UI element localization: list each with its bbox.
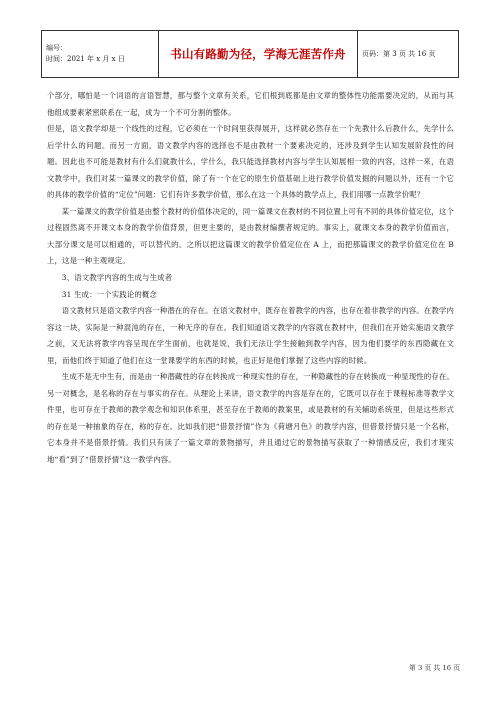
paragraph: 语文教材只是语文教学内容一种潜在的存在。在语文教材中，既存在着教学的内容，也存在着非教学的内容。在教学内容这一块，实际是一种混沌的存在，一种无序的存在。我们知道语文教学的内容就在教材中，但我们在开始实施语文教学之前，又无法将教学内容呈现在学生面前，也就是说，我们无法让学生接触到教学内容，因为他们要学的东西隐藏在文里，而他们终于知道了他们在这一堂课要学的东西的时候，也正好是他们掌握了这些内容的时候。 bbox=[47, 306, 454, 365]
document-id-label: 编号： bbox=[46, 44, 67, 52]
document-body bbox=[47, 88, 454, 469]
header-page-number: 页码：第 3 页 共 16 页 bbox=[358, 31, 459, 78]
document-time-label: 时间：2021 年 x 月 x 日 bbox=[46, 55, 125, 63]
paragraph: 某一篇课文的教学价值是由整个教材的价值体决定的，同一篇课文在教材的不同位置上可有不同的具体价值定位，这个过程固然离不开课文本身的教学价值背景，但更主要的，是由教材编撰者规定的。事实上，就课文本身的教学价值而言，大部分课文是可以相通的，可以替代的。之所以把这篇课文的教学价值定位在 A 上，而把那篇课文的教学价值定位在 B 上，这是一种主观规定。 bbox=[47, 206, 454, 266]
header-meta bbox=[42, 31, 159, 78]
page-footer: 第 3 页 共 16 页 bbox=[409, 664, 460, 672]
document-header bbox=[41, 30, 459, 78]
paragraph: 生成不是无中生有，而是由一种潜藏性的存在转换成一种现实性的存在，一种隐藏性的存在转换成一种显现性的存在。另一对概念，是名称的存在与事实的存在。从理论上来讲，语文教学的内容是存在的，它既可以存在于课程标准等教学文件里，也可存在于教师的教学观念和知识体系里，甚至存在于教师的教案里，或是教材的有关辅助系统里，但是这些形式的存在是一种抽象的存在，称的存在。比如我们把“借景抒情”作为《荷塘月色》的教学内容，但借景抒情只是一个名称，它本身并不是借景抒情。我们只有读了一篇文章的景物描写，并且通过它的景物描写获取了一种情感反应，我们才现实地“看”到了“借景抒情”这一教学内容。 bbox=[47, 372, 454, 465]
paragraph: 个部分，哪怕是一个词语的言语智慧，都与整个文章有关系，它们根到底都是由文章的整体性功能需要决定的，从而与其他组成要素紧密联系在一起，成为一个不可分割的整体。 bbox=[47, 91, 454, 117]
paragraph: 但是，语文教学却是一个线性的过程，它必须在一个时间里获得展开，这样就必然存在一个先教什么后教什么，先学什么后学什么的问题。而另一方面，语文教学内容的选择也不是由教材一个要素决定的，还涉及到学生认知发展阶段性的问题。因此也不可能是教材有什么们就教什么，学什么，我只能选择教材内容与学生认知展相一致的内容，这样一来，在语文教学中，我们对某一篇课文的教学价值，除了有一个在它的原生价值基础上进行教学价值发掘的问题以外，还有一个它的具体的教学价值的“定位”问题：它们有许多教学价值，那么在这一个具体的教学点上，我们用哪一点教学价呢？ bbox=[47, 124, 454, 200]
header-motto: 书山有路勤为径，学海无涯苦作舟 bbox=[159, 31, 358, 78]
section-heading: 3、语文教学内容的生成与生成者 bbox=[61, 273, 173, 283]
subsection-heading: 31 生成：一个实践论的概念 bbox=[61, 289, 157, 299]
